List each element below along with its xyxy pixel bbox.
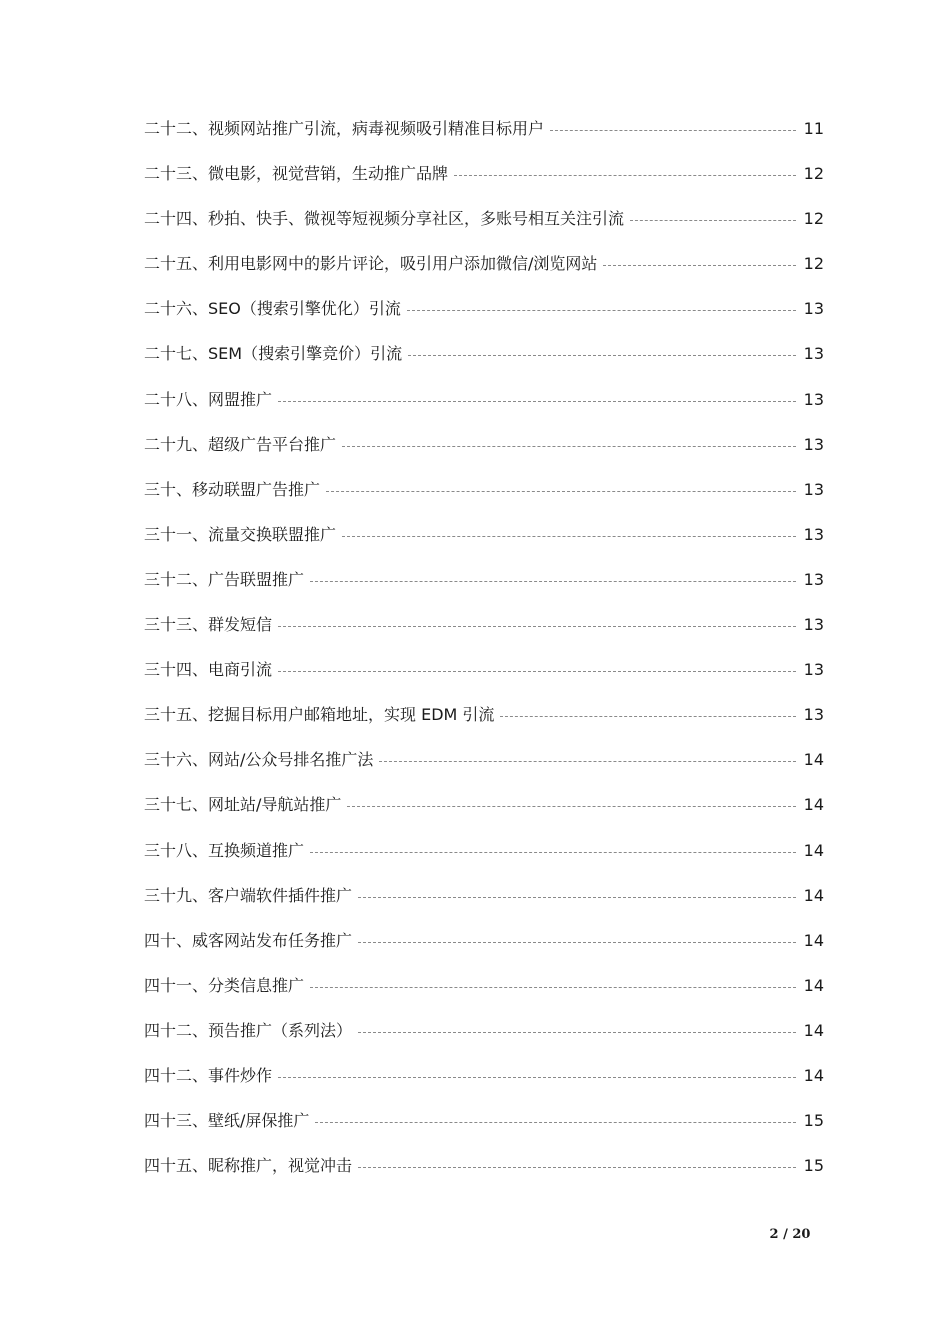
toc-dot-leader bbox=[310, 838, 796, 864]
toc-entry-page-number: 15 bbox=[803, 1156, 824, 1176]
toc-entry[interactable] bbox=[144, 1153, 824, 1198]
toc-entry[interactable] bbox=[144, 928, 824, 973]
toc-entry-page-number: 13 bbox=[803, 299, 824, 319]
toc-dot-leader bbox=[407, 296, 796, 322]
page-number: 2 / 20 bbox=[769, 1227, 811, 1242]
toc-dot-leader bbox=[358, 1153, 796, 1179]
toc-dot-leader bbox=[630, 206, 796, 232]
toc-dot-leader bbox=[454, 161, 796, 187]
toc-entry-title: 四十二、预告推广（系列法） bbox=[144, 1020, 353, 1040]
toc-entry[interactable] bbox=[144, 206, 824, 251]
toc-dot-leader bbox=[315, 1108, 795, 1134]
toc-entry-title: 三十七、网址站/导航站推广 bbox=[144, 795, 342, 815]
toc-entry-title: 三十四、电商引流 bbox=[144, 660, 273, 680]
toc-entry-page-number: 13 bbox=[803, 434, 824, 454]
toc-entry-title: 二十九、超级广告平台推广 bbox=[144, 434, 337, 454]
toc-entry-page-number: 13 bbox=[803, 479, 824, 499]
toc-entry[interactable] bbox=[144, 296, 824, 341]
toc-entry-title: 二十四、秒拍、快手、微视等短视频分享社区，多账号相互关注引流 bbox=[144, 209, 625, 229]
toc-entry-title: 三十五、挖掘目标用户邮箱地址，实现 EDM 引流 bbox=[144, 705, 495, 725]
toc-entry-title: 二十二、视频网站推广引流，病毒视频吸引精准目标用户 bbox=[144, 119, 545, 138]
toc-dot-leader bbox=[379, 747, 795, 773]
toc-dot-leader bbox=[342, 432, 796, 458]
toc-entry[interactable] bbox=[144, 1018, 824, 1063]
toc-entry-title: 四十一、分类信息推广 bbox=[144, 975, 305, 995]
toc-entry-page-number: 14 bbox=[803, 885, 824, 905]
toc-dot-leader bbox=[408, 341, 796, 367]
toc-entry-page-number: 13 bbox=[803, 615, 824, 635]
toc-entry[interactable] bbox=[144, 1108, 824, 1153]
toc-entry[interactable] bbox=[144, 792, 824, 837]
toc-entry-title: 四十五、昵称推广，视觉冲击 bbox=[144, 1156, 353, 1176]
toc-entry-page-number: 13 bbox=[803, 569, 824, 589]
toc-entry-title: 二十七、SEM（搜索引擎竞价）引流 bbox=[144, 344, 403, 364]
toc-entry-page-number: 14 bbox=[803, 750, 824, 770]
toc-entry-title: 三十六、网站/公众号排名推广法 bbox=[144, 750, 374, 770]
toc-dot-leader bbox=[278, 1063, 796, 1089]
toc-entry-title: 四十三、壁纸/屏保推广 bbox=[144, 1111, 310, 1131]
toc-dot-leader bbox=[326, 477, 796, 503]
toc-entry-title: 三十一、流量交换联盟推广 bbox=[144, 524, 337, 544]
toc-entry-title: 二十八、网盟推广 bbox=[144, 389, 273, 409]
toc-entry-title: 二十六、SEO（搜索引擎优化）引流 bbox=[144, 299, 401, 319]
toc-entry-title: 四十、威客网站发布任务推广 bbox=[144, 930, 353, 950]
toc-entry[interactable] bbox=[144, 702, 824, 747]
toc-entry-title: 三十二、广告联盟推广 bbox=[144, 569, 305, 589]
toc-entry-page-number: 14 bbox=[803, 930, 824, 950]
toc-entry-page-number: 14 bbox=[803, 795, 824, 815]
toc-entry-title: 三十九、客户端软件插件推广 bbox=[144, 885, 353, 905]
toc-entry[interactable] bbox=[144, 657, 824, 702]
toc-dot-leader bbox=[347, 792, 795, 818]
toc-entry[interactable] bbox=[144, 251, 824, 296]
toc-entry[interactable] bbox=[144, 432, 824, 477]
toc-entry-page-number: 14 bbox=[803, 1020, 824, 1040]
toc-dot-leader bbox=[358, 883, 796, 909]
toc-dot-leader bbox=[500, 702, 795, 728]
toc-dot-leader bbox=[278, 387, 796, 413]
toc-entry[interactable] bbox=[144, 1063, 824, 1108]
toc-dot-leader bbox=[358, 1018, 796, 1044]
toc-entry[interactable] bbox=[144, 973, 824, 1018]
toc-entry-page-number: 14 bbox=[803, 1065, 824, 1085]
toc-dot-leader bbox=[603, 251, 795, 277]
toc-dot-leader bbox=[278, 657, 796, 683]
toc-dot-leader bbox=[342, 522, 796, 548]
toc-entry[interactable] bbox=[144, 522, 824, 567]
toc-entry-page-number: 15 bbox=[803, 1111, 824, 1131]
toc-entry-page-number: 13 bbox=[803, 389, 824, 409]
toc-entry[interactable] bbox=[144, 838, 824, 883]
toc-entry[interactable] bbox=[144, 612, 824, 657]
toc-entry-title: 二十三、微电影，视觉营销，生动推广品牌 bbox=[144, 164, 449, 184]
toc-entry-title: 二十五、利用电影网中的影片评论，吸引用户添加微信/浏览网站 bbox=[144, 254, 598, 274]
toc-entry-page-number: 12 bbox=[803, 164, 824, 184]
toc-entry[interactable] bbox=[144, 883, 824, 928]
toc-entry-title: 三十八、互换频道推广 bbox=[144, 840, 305, 860]
toc-entry[interactable] bbox=[144, 341, 824, 386]
table-of-contents bbox=[144, 116, 824, 1198]
toc-entry-page-number: 14 bbox=[803, 840, 824, 860]
toc-dot-leader bbox=[550, 116, 796, 142]
toc-entry[interactable] bbox=[144, 567, 824, 612]
toc-dot-leader bbox=[310, 567, 796, 593]
toc-entry-title: 三十、移动联盟广告推广 bbox=[144, 479, 321, 499]
toc-entry[interactable] bbox=[144, 387, 824, 432]
toc-entry-page-number: 13 bbox=[803, 344, 824, 364]
toc-entry[interactable] bbox=[144, 116, 824, 161]
toc-entry[interactable] bbox=[144, 747, 824, 792]
toc-dot-leader bbox=[358, 928, 796, 954]
toc-entry-page-number: 14 bbox=[803, 975, 824, 995]
toc-entry-page-number: 13 bbox=[803, 660, 824, 680]
toc-entry-page-number: 11 bbox=[803, 119, 824, 138]
toc-dot-leader bbox=[310, 973, 796, 999]
toc-entry-page-number: 13 bbox=[803, 524, 824, 544]
toc-entry-title: 四十二、事件炒作 bbox=[144, 1065, 273, 1085]
toc-entry[interactable] bbox=[144, 161, 824, 206]
toc-entry-page-number: 12 bbox=[803, 209, 824, 229]
toc-entry-page-number: 12 bbox=[803, 254, 824, 274]
toc-entry-page-number: 13 bbox=[803, 705, 824, 725]
toc-entry[interactable] bbox=[144, 477, 824, 522]
toc-entry-title: 三十三、群发短信 bbox=[144, 615, 273, 635]
toc-dot-leader bbox=[278, 612, 796, 638]
